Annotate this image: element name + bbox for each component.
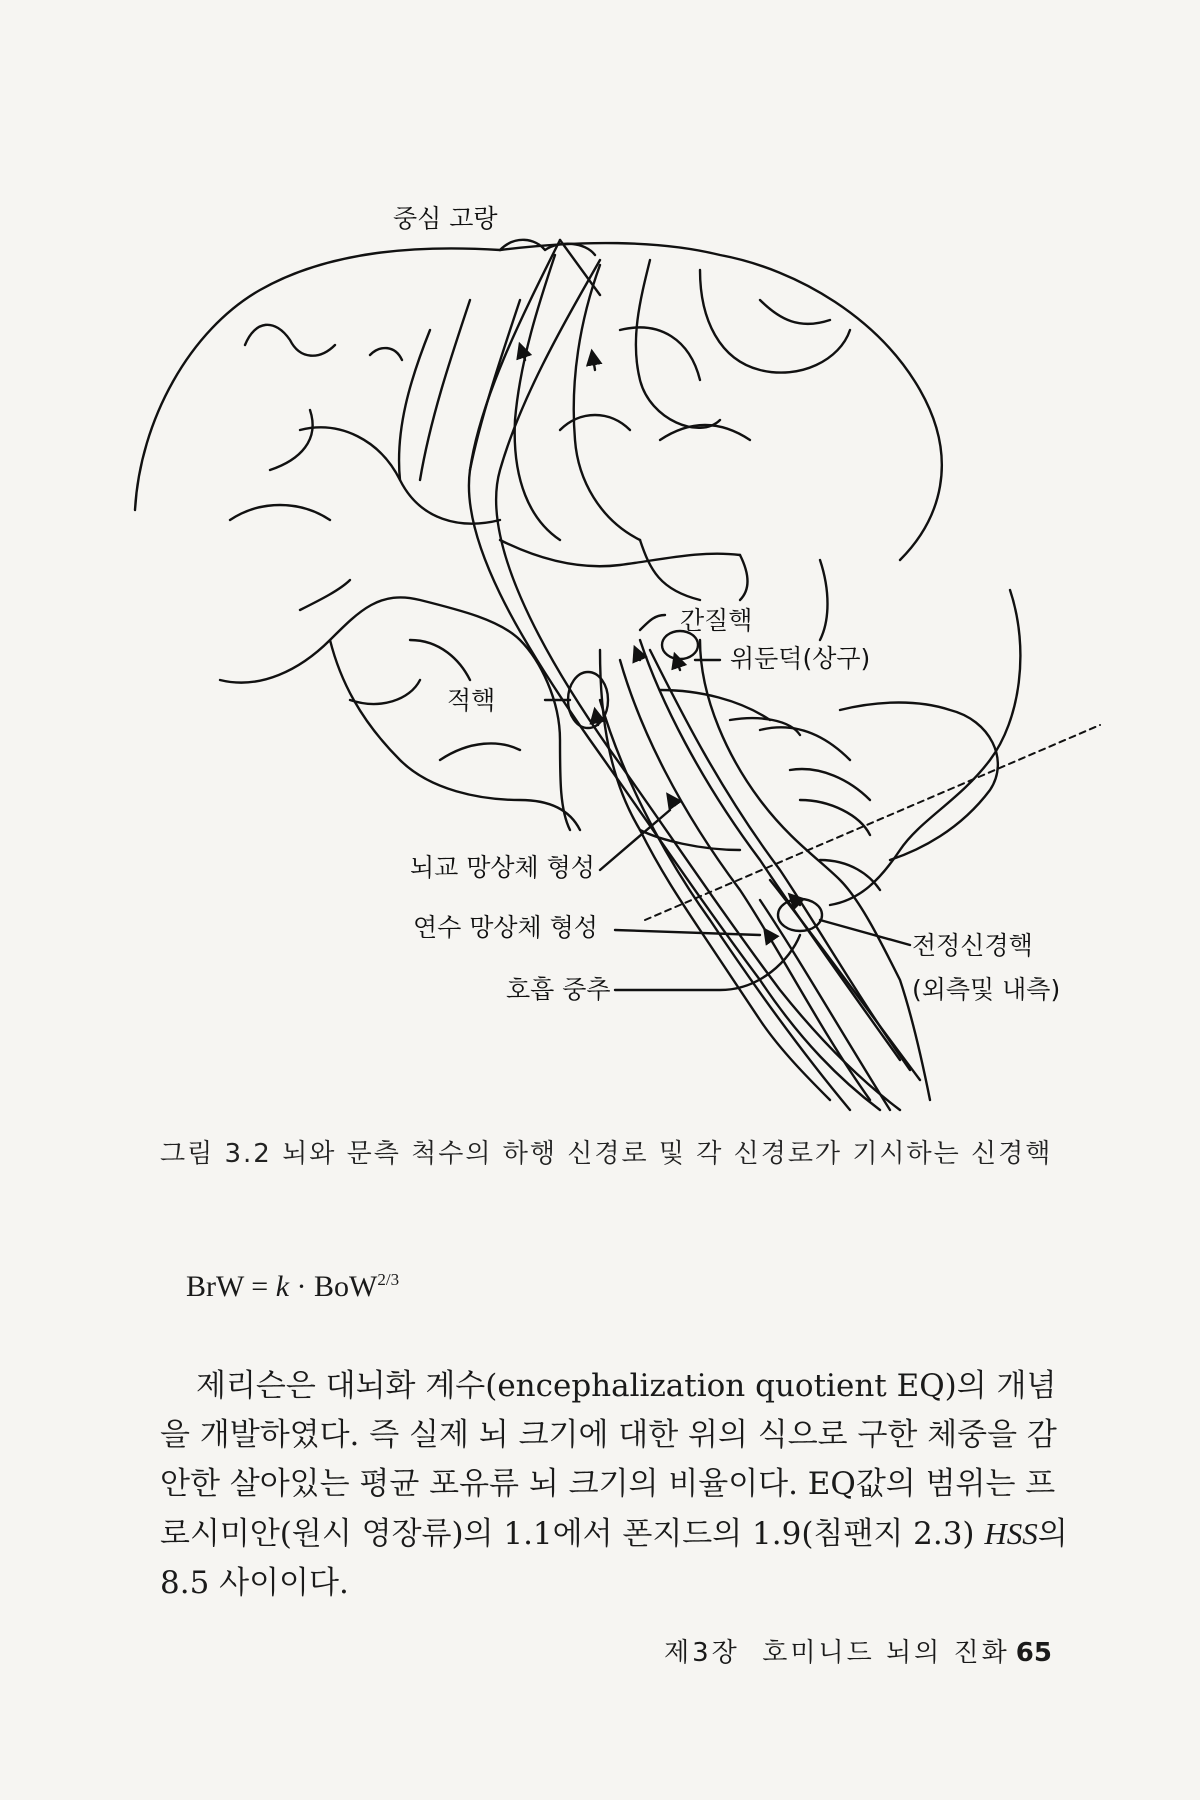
- footer-chapter: 제3장 호미니드 뇌의 진화: [664, 1638, 1010, 1668]
- page-footer: [664, 1632, 1052, 1669]
- label-respiratory-center: 호흡 중추: [506, 975, 611, 1004]
- label-pontine-reticular: 뇌교 망상체 형성: [410, 853, 595, 882]
- cerebrum-outline: [135, 243, 942, 560]
- dashed-reference-line: [645, 725, 1100, 920]
- formula-equals: =: [243, 1270, 276, 1303]
- label-interstitial-nucleus: 간질핵: [680, 606, 753, 635]
- figure-caption: 그림 3.2 뇌와 문측 척수의 하행 신경로 및 각 신경로가 기시하는 신경핵: [160, 1139, 1053, 1169]
- formula: [186, 1270, 399, 1304]
- cerebellum-outline: [830, 590, 1020, 905]
- formula-k: k: [275, 1270, 290, 1303]
- label-vestibular-nuclei: 전정신경핵: [912, 931, 1033, 960]
- formula-exponent: 2/3: [377, 1270, 400, 1289]
- paragraph-text-1: 제리슨은 대뇌화 계수(encephalization quotient EQ)의 개념을 개발하였다. 즉 실제 뇌 크기에 대한 위의 식으로 구한 체중을 감안한 살아있는 평균 포유류 뇌 크기의 비율이다. EQ값의 범위는 프로시미안(원시 영장류)의 1.1에서 폰지드의 1.9(침팬지 2.3): [160, 1368, 1057, 1552]
- paragraph-text-2: 의 8.5 사이이다.: [160, 1516, 1068, 1601]
- formula-dot: ·: [289, 1270, 315, 1303]
- label-vestibular-sub: (외측및 내측): [912, 975, 1061, 1004]
- page-number: 65: [1015, 1638, 1052, 1668]
- paragraph-hss: HSS: [984, 1516, 1038, 1551]
- superior-colliculus: [662, 631, 698, 659]
- formula-base: BoW: [314, 1270, 378, 1303]
- label-superior-colliculus: 위둔덕(상구): [730, 644, 871, 673]
- label-red-nucleus: 적핵: [447, 686, 496, 715]
- body-paragraph: [160, 1362, 1080, 1608]
- temporal-lobe-outline: [220, 597, 570, 830]
- formula-lhs: BrW: [186, 1270, 244, 1303]
- label-central-sulcus: 중심 고랑: [393, 204, 498, 233]
- label-medullary-reticular: 연수 망상체 형성: [413, 913, 598, 942]
